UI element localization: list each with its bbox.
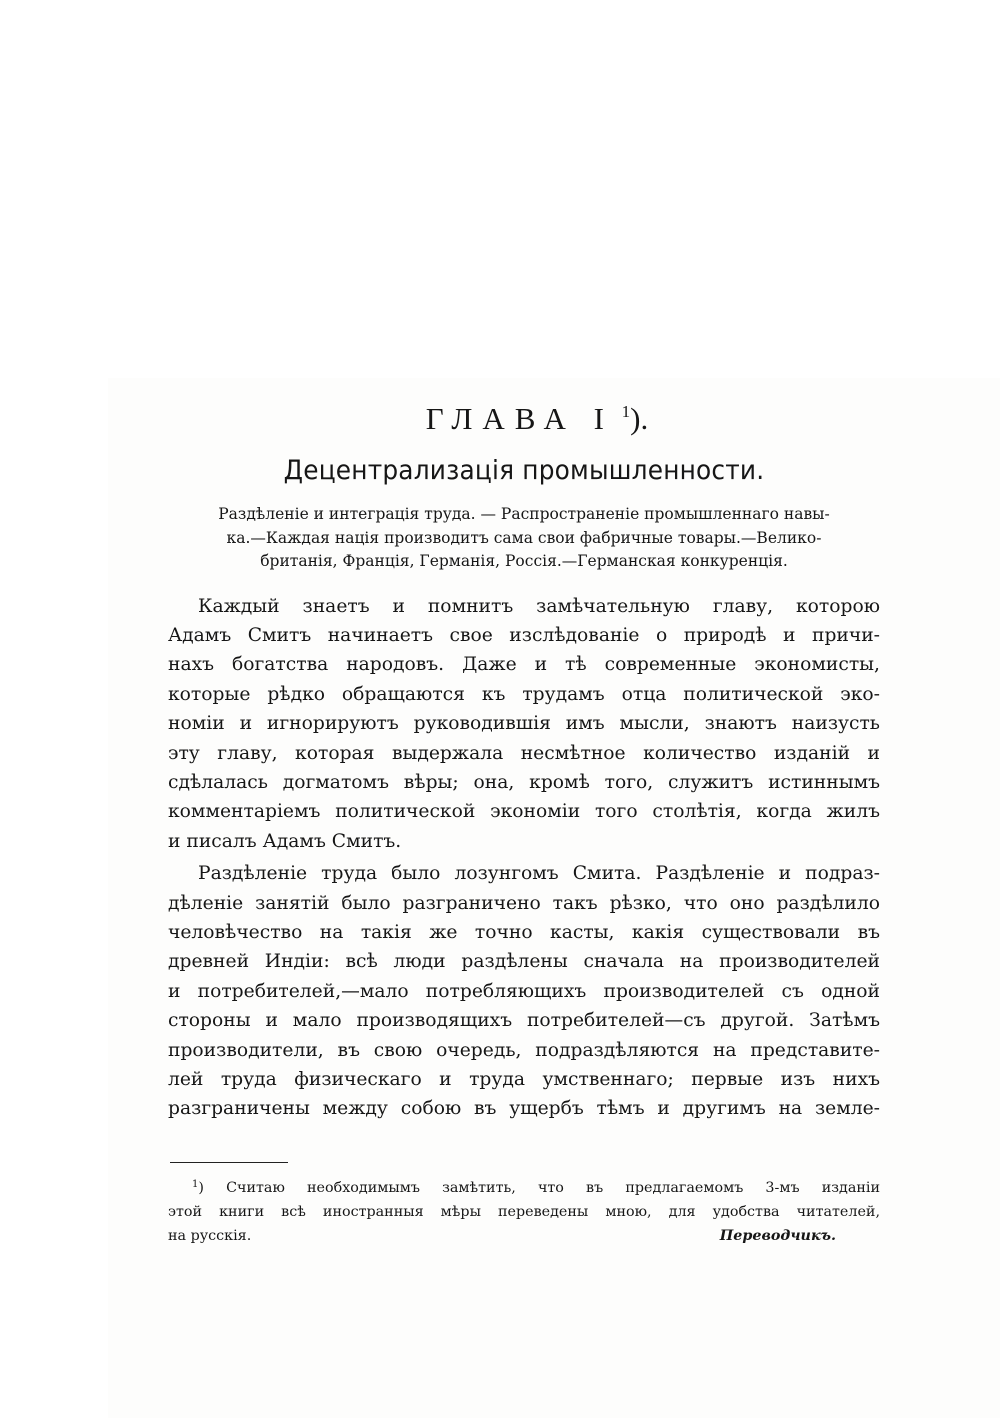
- chapter-title: Децентрализація промышленности.: [283, 455, 765, 486]
- text-line: нахъ богатства народовъ. Даже и тѣ современные экономисты,: [168, 654, 880, 676]
- text-line: лей труда физическаго и труда умственнаго; первые изъ нихъ: [168, 1069, 880, 1090]
- text-line: производители, въ свою очередь, подраздѣляются на представите-: [168, 1039, 880, 1061]
- text-line: древней Индіи: всѣ люди раздѣлены сначала на производителей: [168, 951, 880, 973]
- footnote-text: на русскія.: [168, 1227, 252, 1244]
- text-line: и потребителей,—мало потребляющихъ производителей съ одной: [168, 980, 880, 1002]
- book-page: [168, 390, 880, 1248]
- paragraph-2: [168, 859, 880, 1124]
- text-line: номіи и игнорируютъ руководившія имъ мысли, знаютъ наизусть: [168, 713, 880, 735]
- footnote-divider: [170, 1162, 288, 1163]
- footnote-line: этой книги всѣ иностранныя мѣры переведены мною, для удобства читателей,: [168, 1203, 880, 1220]
- chapter-synopsis: [168, 503, 880, 574]
- text-line: Каждый знаетъ и помнитъ замѣчательную главу, которою: [198, 595, 880, 617]
- body-text: [168, 592, 880, 1124]
- chapter-heading: [168, 390, 880, 441]
- text-line: человѣчество на такія же точно касты, какія существовали въ: [168, 921, 880, 943]
- text-line: сдѣлалась догматомъ вѣры; она, кромѣ того, служитъ истиннымъ: [168, 771, 880, 793]
- synopsis-line: британія, Франція, Германія, Россія.—Германская конкуренція.: [260, 552, 788, 570]
- footnote-line: [168, 1173, 880, 1200]
- text-line: комментаріемъ политической экономіи того столѣтія, когда жилъ: [168, 801, 880, 823]
- translator-signature: Переводчикъ.: [719, 1227, 836, 1244]
- chapter-heading-suffix: ).: [630, 401, 649, 436]
- text-line: которые рѣдко обращаются къ трудамъ отца политической эко-: [168, 683, 880, 705]
- footnote-marker: 1: [192, 1178, 199, 1190]
- chapter-footnote-ref[interactable]: 1: [621, 402, 631, 421]
- text-line: Адамъ Смитъ начинаетъ свое изслѣдованіе о природѣ и причи-: [168, 624, 880, 646]
- text-line: разграничены между собою въ ущербъ тѣмъ и другимъ на земле-: [168, 1098, 880, 1120]
- chapter-heading-text: ГЛАВА I: [425, 401, 614, 436]
- text-line: стороны и мало производящихъ потребителей—съ другой. Затѣмъ: [168, 1010, 880, 1032]
- footnote-line: [168, 1224, 880, 1248]
- footnote: [168, 1173, 880, 1248]
- paragraph-1: [168, 592, 880, 857]
- text-line: дѣленіе занятій было разграничено такъ рѣзко, что оно раздѣлило: [168, 892, 880, 914]
- text-line: Раздѣленіе труда было лозунгомъ Смита. Раздѣленіе и подраз-: [198, 863, 880, 885]
- synopsis-line: Раздѣленіе и интеграція труда. — Распространеніе промышленнаго навы-: [218, 505, 830, 523]
- footnote-text: ) Считаю необходимымъ замѣтить, что въ предлагаемомъ 3-мъ изданіи: [198, 1179, 880, 1196]
- text-line: и писалъ Адамъ Смитъ.: [168, 830, 402, 852]
- text-line: эту главу, которая выдержала несмѣтное количество изданій и: [168, 742, 880, 764]
- synopsis-line: ка.—Каждая нація производитъ сама свои фабричные товары.—Велико-: [226, 528, 822, 547]
